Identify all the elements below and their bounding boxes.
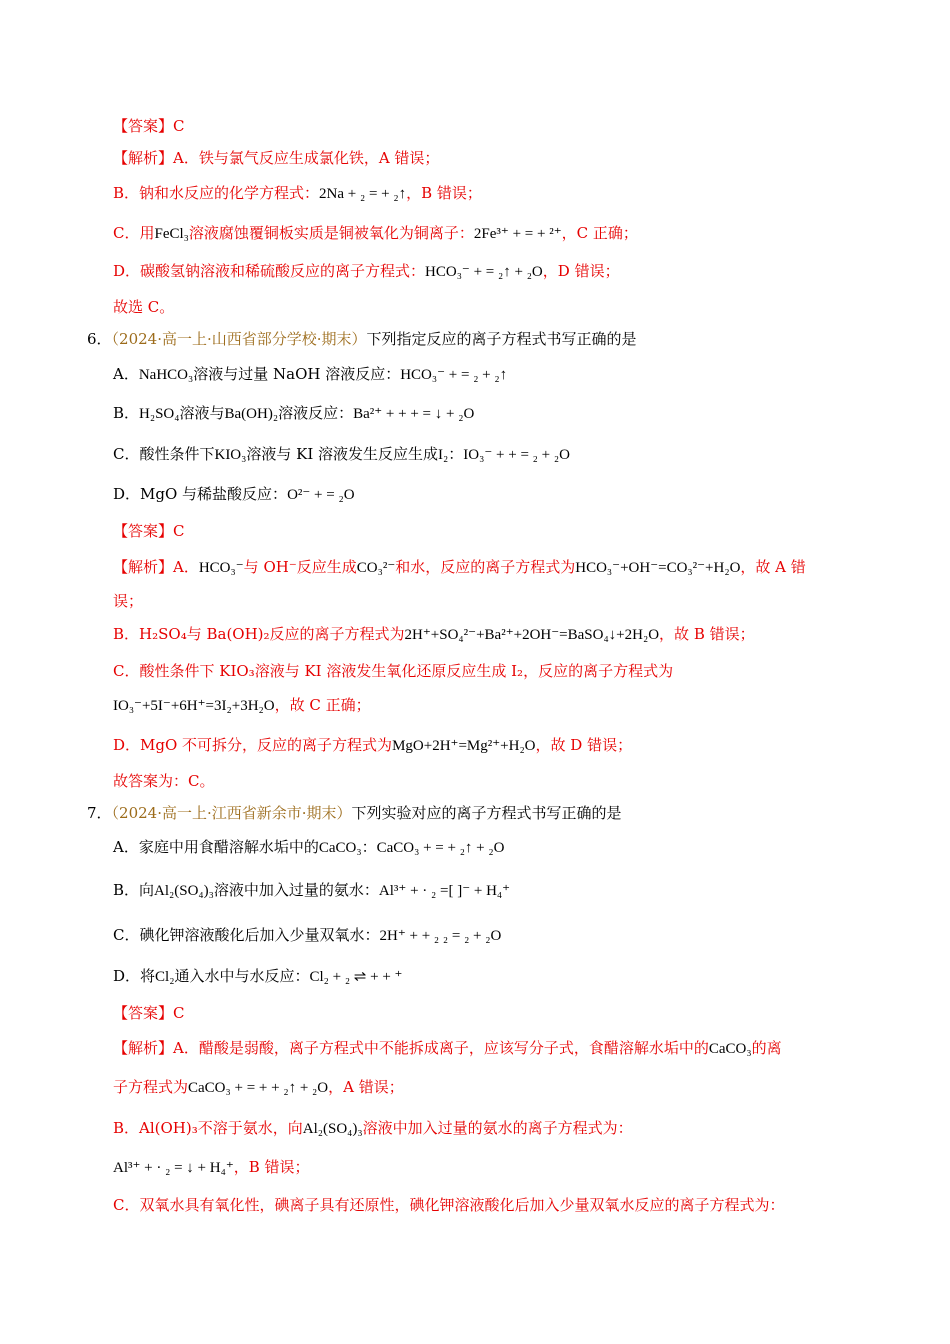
text-segment: （2024·高一上·山西省部分学校·期末） [111, 330, 367, 348]
text-segment: ，B 错误； [406, 184, 482, 202]
text-segment: C．酸性条件下 KIO₃溶液与 KI 溶液发生氧化还原反应生成 I₂，反应的离子方程式为 [113, 662, 674, 680]
text-line [113, 296, 174, 318]
formula: CO₃²⁻ [356, 560, 396, 576]
text-line [113, 1156, 310, 1179]
text-line [113, 260, 620, 283]
formula: Ba(OH)₂ [224, 406, 279, 422]
formula: CaCO₃ [318, 840, 362, 856]
text-segment: A．家庭中用食醋溶解水垢中的 [113, 838, 319, 856]
text-segment: ： [448, 445, 464, 463]
text-segment: D．MgO 不可拆分，反应的离子方程式为 [113, 736, 393, 754]
text-segment: 通入水中与水反应： [174, 967, 310, 985]
text-segment: 7． [87, 804, 112, 822]
text-segment: 误； [113, 592, 144, 610]
formula: H₂SO₄ [139, 406, 180, 422]
formula: CaCO₃ [708, 1041, 752, 1057]
formula: KIO₃ [214, 447, 247, 463]
text-line [113, 965, 402, 988]
text-segment: 下列实验对应的离子方程式书写正确的是 [351, 804, 622, 822]
text-line [87, 328, 637, 350]
text-line [113, 1194, 784, 1216]
formula: IO₃⁻+5I⁻+6H⁺=3I₂+3H₂O [113, 698, 275, 714]
formula: HCO₃⁻ + = ₂ + ₂↑ [400, 367, 508, 383]
text-segment: D．将 [113, 967, 156, 985]
text-segment: ，故 D 错误； [535, 736, 633, 754]
text-segment: C．碘化钾溶液酸化后加入少量双氧水： [113, 926, 380, 944]
text-line [113, 115, 184, 137]
formula: Al₂(SO₄)₃ [302, 1121, 363, 1137]
formula: 2H⁺+SO₄²⁻+Ba²⁺+2OH⁻=BaSO₄↓+2H₂O [404, 627, 660, 643]
text-segment: 溶液腐蚀覆铜板实质是铜被氧化为铜离子： [188, 224, 474, 242]
formula: 2Na + ₂ = + ₂↑ [319, 186, 407, 202]
text-line [113, 443, 570, 466]
formula: HCO₃⁻ + = ₂↑ + ₂O [425, 264, 543, 280]
text-segment: 【答案】C [113, 1004, 185, 1022]
text-line [113, 734, 632, 757]
text-segment: 与 OH⁻反应生成 [243, 558, 357, 576]
text-segment: B．向 [113, 881, 155, 899]
formula: Ba²⁺ + + + = ↓ + ₂O [353, 406, 475, 422]
text-line [113, 147, 439, 169]
text-segment: 溶液与 KI 溶液发生反应生成 [246, 445, 439, 463]
text-segment: 溶液中加入过量的氨水： [213, 881, 379, 899]
text-segment: 故选 C。 [113, 298, 175, 316]
text-line [113, 1002, 184, 1024]
formula: MgO+2H⁺=Mg²⁺+H₂O [392, 738, 536, 754]
text-line [113, 520, 184, 542]
text-segment: C．双氧水具有氧化性，碘离子具有还原性，碘化钾溶液酸化后加入少量双氧水反应的离子方程式为： [113, 1196, 785, 1214]
text-segment: A． [113, 365, 139, 383]
text-line [113, 924, 501, 947]
text-segment: 溶液与 [179, 404, 225, 422]
text-line [113, 590, 143, 612]
formula: 2H⁺ + + ₂ ₂ = ₂ + ₂O [379, 928, 502, 944]
text-segment: B．Al(OH)₃不溶于氨水，向 [113, 1119, 303, 1137]
text-line [113, 222, 638, 245]
text-segment: 的离 [751, 1039, 782, 1057]
text-segment: 故答案为：C。 [113, 772, 215, 790]
text-segment: D．碳酸氢钠溶液和稀硫酸反应的离子方程式： [113, 262, 426, 280]
text-segment: （2024·高一上·江西省新余市·期末） [111, 804, 352, 822]
text-segment: ，B 错误； [233, 1158, 310, 1176]
text-segment: B．钠和水反应的化学方程式： [113, 184, 320, 202]
formula: I₂ [438, 447, 449, 463]
text-line [113, 1076, 404, 1099]
text-line [113, 483, 355, 506]
text-line [113, 182, 482, 205]
text-line [113, 694, 371, 717]
text-line [113, 363, 507, 386]
text-line [113, 770, 214, 792]
formula: O²⁻ + = ₂O [287, 487, 355, 503]
text-segment: 【答案】C [113, 117, 185, 135]
text-segment: ，故 A 错 [740, 558, 806, 576]
text-segment: C．用 [113, 224, 155, 242]
formula: HCO₃⁻+OH⁻=CO₃²⁻+H₂O [575, 560, 741, 576]
text-segment: ，故 C 正确； [274, 696, 371, 714]
text-segment: D．MgO 与稀盐酸反应： [113, 485, 288, 503]
formula: HCO₃⁻ [198, 560, 244, 576]
text-line [113, 660, 673, 682]
text-line [113, 556, 806, 579]
text-segment: ，C 正确； [561, 224, 638, 242]
text-segment: ，故 B 错误； [659, 625, 755, 643]
text-line [113, 1117, 633, 1140]
formula: CaCO₃ + = + + ₂↑ + ₂O [188, 1080, 329, 1096]
text-segment: 【解析】A．铁与氯气反应生成氯化铁，A 错误； [113, 149, 440, 167]
text-line [113, 402, 474, 425]
formula: Cl₂ + ₂ ⇌ + + ⁺ [309, 969, 403, 985]
text-segment: 溶液中加入过量的氨水的离子方程式为： [362, 1119, 633, 1137]
text-segment: ，A 错误； [328, 1078, 404, 1096]
text-line [87, 802, 622, 824]
text-segment: B． [113, 404, 140, 422]
text-segment: ： [361, 838, 377, 856]
text-segment: 【解析】A．醋酸是弱酸，离子方程式中不能拆成离子，应该写分子式，食醋溶解水垢中的 [113, 1039, 709, 1057]
formula: CaCO₃ + = + ₂↑ + ₂O [376, 840, 505, 856]
text-line [113, 623, 755, 646]
text-segment: ，D 错误； [542, 262, 620, 280]
formula: FeCl₃ [154, 226, 189, 242]
text-line [113, 1037, 782, 1060]
formula: Al₂(SO₄)₃ [154, 883, 214, 899]
text-line [113, 836, 504, 859]
formula: IO₃⁻ + + = ₂ + ₂O [463, 447, 570, 463]
text-segment: B．H₂SO₄与 Ba(OH)₂反应的离子方程式为 [113, 625, 405, 643]
text-segment: 子方程式为 [113, 1078, 189, 1096]
text-segment: 【答案】C [113, 522, 185, 540]
text-segment: 和水，反应的离子方程式为 [395, 558, 576, 576]
text-segment: 【解析】A． [113, 558, 199, 576]
text-segment: 下列指定反应的离子方程式书写正确的是 [366, 330, 637, 348]
text-segment: C．酸性条件下 [113, 445, 215, 463]
text-segment: 溶液反应： [278, 404, 354, 422]
formula: Al³⁺ + · ₂ =[ ]⁻ + H₄⁺ [378, 883, 511, 899]
formula: 2Fe³⁺ + = + ²⁺ [473, 226, 562, 242]
formula: NaHCO₃ [138, 367, 194, 383]
formula: Cl₂ [155, 969, 175, 985]
text-segment: 6． [87, 330, 112, 348]
text-line [113, 879, 510, 902]
formula: Al³⁺ + · ₂ = ↓ + H₄⁺ [113, 1160, 234, 1176]
text-segment: 溶液与过量 NaOH 溶液反应： [193, 365, 401, 383]
